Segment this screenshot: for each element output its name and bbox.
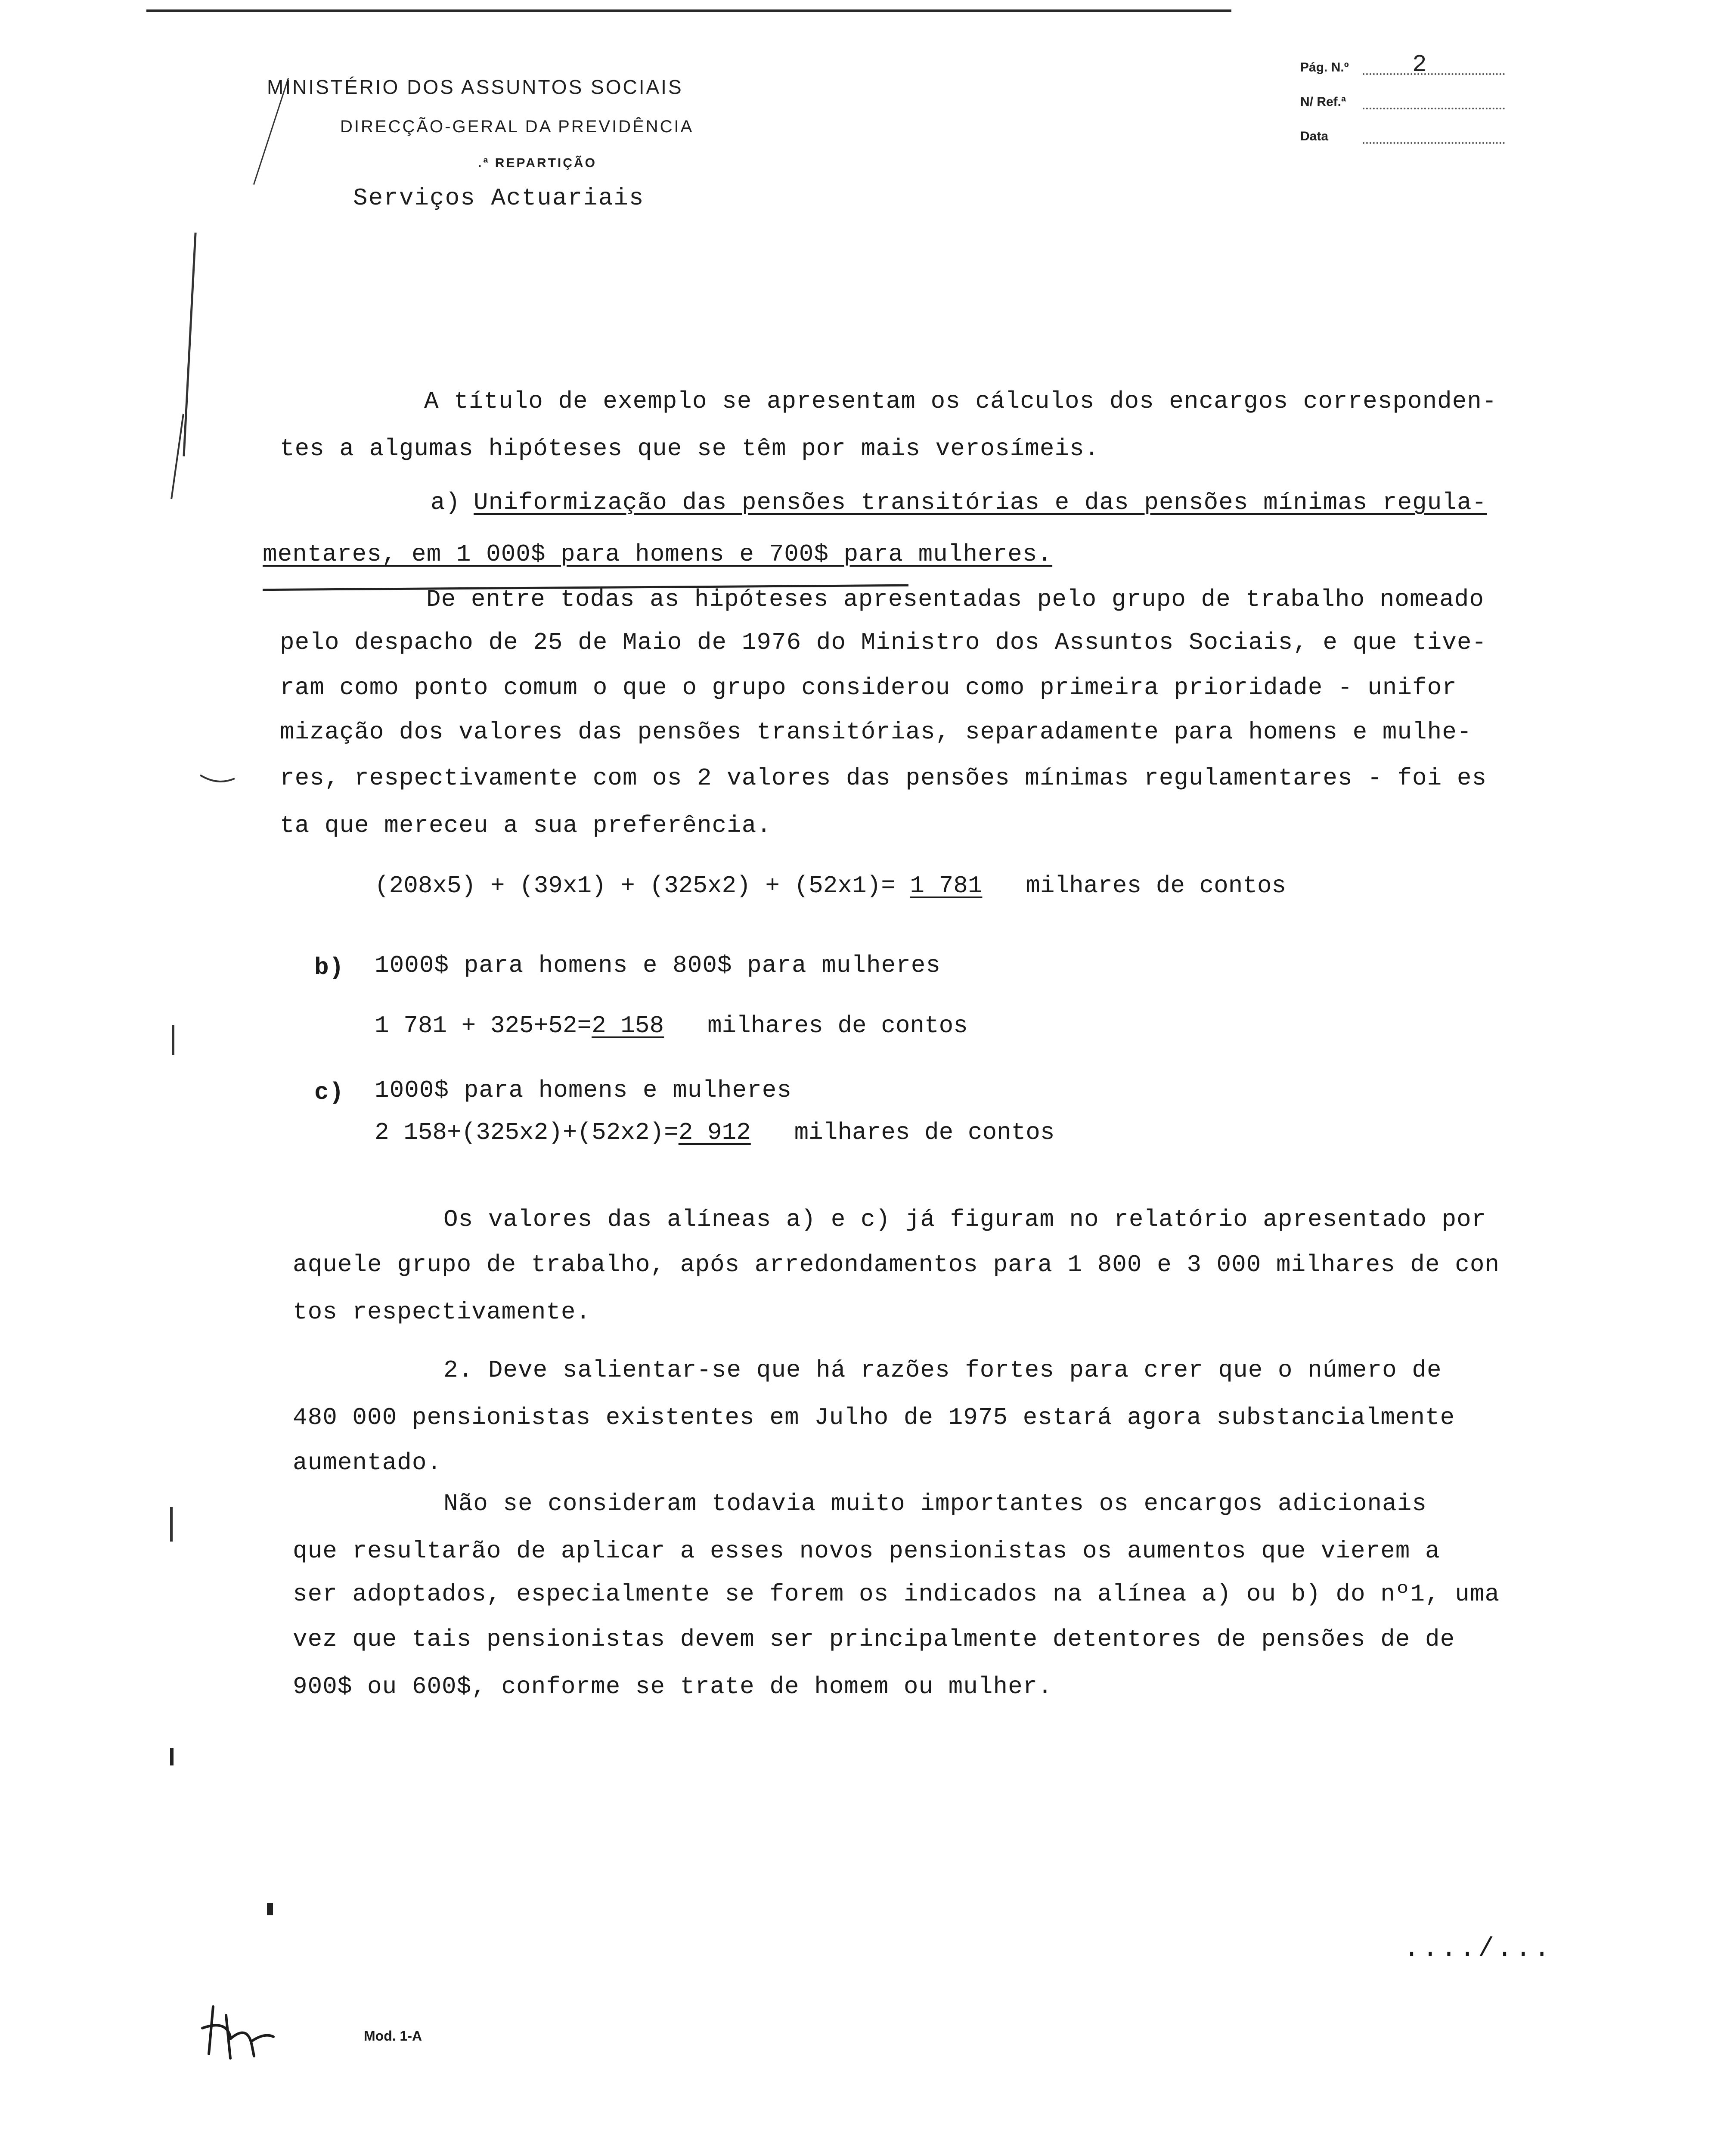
page-number-row bbox=[1300, 51, 1427, 95]
service-heading: Serviços Actuariais bbox=[353, 184, 645, 212]
reference-label: N/ Ref.ª bbox=[1300, 95, 1346, 109]
paragraph-line: ram como ponto comum o que o grupo considerou como primeira prioridade - unifor bbox=[280, 674, 1457, 701]
scan-speck bbox=[172, 1025, 174, 1055]
page-number-label: Pág. N.º bbox=[1300, 60, 1349, 74]
scan-speck bbox=[170, 1507, 173, 1542]
directorate-heading: DIRECÇÃO-GERAL DA PREVIDÊNCIA bbox=[340, 117, 694, 136]
handwritten-initials-signature bbox=[200, 1998, 278, 2063]
date-row bbox=[1300, 129, 1361, 164]
paragraph-line: Não se consideram todavia muito importantes os encargos adicionais bbox=[443, 1490, 1427, 1517]
margin-tick-mark bbox=[198, 771, 237, 788]
intro-line: A título de exemplo se apresentam os cálculos dos encargos corresponden- bbox=[424, 388, 1497, 415]
item-c-label: c) bbox=[314, 1079, 344, 1106]
paragraph-line: 900$ ou 600$, conforme se trate de homem ou mulher. bbox=[293, 1673, 1053, 1700]
paragraph-line: vez que tais pensionistas devem ser principalmente detentores de pensões de de bbox=[293, 1626, 1455, 1653]
paragraph-line: ser adoptados, especialmente se forem os indicados na alínea a) ou b) do nº1, uma bbox=[293, 1580, 1500, 1608]
calculation-b bbox=[375, 1012, 968, 1039]
item-b-text: 1000$ para homens e 800$ para mulheres bbox=[375, 952, 941, 979]
paragraph-line: res, respectivamente com os 2 valores das pensões mínimas regulamentares - foi es bbox=[280, 764, 1487, 792]
margin-pencil-line bbox=[170, 414, 184, 499]
item-b-label: b) bbox=[314, 954, 344, 981]
intro-line: tes a algumas hipóteses que se têm por mais verosímeis. bbox=[280, 435, 1100, 462]
calculation-result: 2 158 bbox=[592, 1012, 664, 1039]
paragraph-line: De entre todas as hipóteses apresentadas pelo grupo de trabalho nomeado bbox=[426, 586, 1484, 613]
calculation-result: 2 912 bbox=[678, 1119, 751, 1146]
form-number: Mod. 1-A bbox=[364, 2028, 422, 2044]
paragraph-line: 2. Deve salientar-se que há razões fortes para crer que o número de bbox=[443, 1356, 1442, 1384]
page-number-value: 2 bbox=[1412, 51, 1427, 78]
calculation-unit: milhares de contos bbox=[794, 1119, 1055, 1146]
paragraph-line: aumentado. bbox=[293, 1449, 442, 1477]
dotted-line bbox=[1363, 73, 1505, 75]
item-a-label: a) bbox=[431, 489, 461, 516]
paragraph-line: aquele grupo de trabalho, após arredondamentos para 1 800 e 3 000 milhares de con bbox=[293, 1251, 1500, 1278]
dotted-line bbox=[1363, 142, 1505, 144]
calculation-expression: 1 781 + 325+52= bbox=[375, 1012, 592, 1039]
ministry-heading: MINISTÉRIO DOS ASSUNTOS SOCIAIS bbox=[267, 76, 683, 98]
item-c-text: 1000$ para homens e mulheres bbox=[375, 1076, 792, 1104]
item-a-text: mentares, em 1 000$ para homens e 700$ para mulheres. bbox=[263, 540, 1053, 568]
paragraph-line: Os valores das alíneas a) e c) já figuram no relatório apresentado por bbox=[443, 1206, 1487, 1233]
calculation-unit: milhares de contos bbox=[1026, 872, 1286, 900]
calculation-a bbox=[375, 872, 1286, 900]
calculation-unit: milhares de contos bbox=[707, 1012, 968, 1039]
paragraph-line: 480 000 pensionistas existentes em Julho de 1975 estará agora substancialmente bbox=[293, 1404, 1455, 1431]
margin-pencil-line bbox=[183, 233, 196, 456]
item-a-text: Uniformização das pensões transitórias e das pensões mínimas regula- bbox=[474, 489, 1487, 516]
calculation-expression: (208x5) + (39x1) + (325x2) + (52x1)= bbox=[375, 872, 910, 900]
calculation-result: 1 781 bbox=[910, 872, 983, 900]
calculation-c bbox=[375, 1119, 1054, 1146]
dotted-line bbox=[1363, 108, 1505, 109]
department-heading bbox=[478, 156, 597, 171]
scan-speck bbox=[267, 1903, 273, 1915]
paragraph-line: que resultarão de aplicar a esses novos pensionistas os aumentos que vierem a bbox=[293, 1537, 1440, 1565]
department-prefix: .ª bbox=[478, 156, 490, 170]
reference-row bbox=[1300, 95, 1361, 129]
scan-speck bbox=[170, 1748, 174, 1765]
reference-block bbox=[1300, 51, 1427, 164]
calculation-expression: 2 158+(325x2)+(52x2)= bbox=[375, 1119, 679, 1146]
paragraph-line: mização dos valores das pensões transitórias, separadamente para homens e mulhe- bbox=[280, 718, 1472, 746]
continued-marker: ..../... bbox=[1404, 1933, 1553, 1964]
paragraph-line: ta que mereceu a sua preferência. bbox=[280, 812, 772, 839]
scan-edge-line bbox=[146, 9, 1231, 12]
department-label: REPARTIÇÃO bbox=[495, 156, 597, 170]
paragraph-line: pelo despacho de 25 de Maio de 1976 do Ministro dos Assuntos Sociais, e que tive- bbox=[280, 629, 1487, 656]
paragraph-line: tos respectivamente. bbox=[293, 1298, 591, 1326]
date-label: Data bbox=[1300, 129, 1329, 143]
